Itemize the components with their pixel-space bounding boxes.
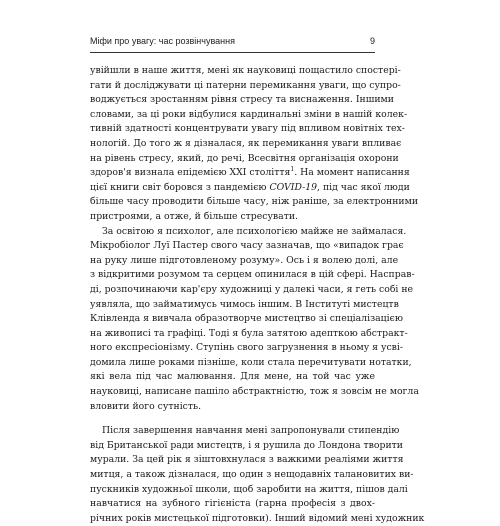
text-line (90, 166, 410, 181)
running-head (90, 36, 375, 46)
text-line: вловити його сутність. (90, 400, 202, 412)
text-line: Мікробіолог Луї Пастер свого часу зазначав, що «випадок грає (90, 240, 404, 252)
text-line: які вела під час малювання. Для мене, на той час уже (90, 371, 375, 383)
running-head-title: Міфи про увагу: час розвінчування (90, 36, 235, 46)
text-line: словами, за ці роки відбулися кардинальні зміни в нашій колек- (90, 108, 408, 120)
text-line: на живописі та графіці. Тоді я була затятою адепткою абстракт- (90, 327, 408, 339)
text-line: домила лише роками пізніше, коли стала перечитувати нотатки, (90, 356, 412, 368)
page-number: 9 (369, 36, 375, 46)
text-line: ді, розпочинаючи кар'єру художниці у далекі часи, я геть собі не (90, 283, 414, 295)
text-line: більше часу проводити більше часу, ніж раніше, за електронними (90, 196, 419, 208)
footnote-marker: 1 (290, 166, 295, 174)
text-line: Клівленда я вивчала образотворче мистецтво зі спеціалізацією (90, 313, 403, 325)
text-line: на руку лише підготовленому розуму». Ось і я волею долі, але (90, 254, 399, 266)
text-fragment: . На момент написання (294, 167, 410, 179)
header-rule (90, 52, 375, 53)
text-line: мурали. За цей рік я зіштовхнулася з важкими реаліями життя (90, 454, 404, 466)
text-line: увійшли в наше життя, мені як науковиці пощастило спостері- (90, 65, 401, 76)
text-line: Після завершення навчання мені запропонували стипендію (102, 425, 400, 437)
text-line: тивній здатності концентрувати увагу під впливом новітніх тех- (90, 123, 405, 135)
text-fragment: цієї книги світ боровся з пандемією (90, 181, 270, 193)
text-fragment: , під час якої люди (317, 181, 410, 193)
text-line: науковиці, написане пашіло абстрактністю, тож я зовсім не могла (90, 386, 419, 398)
text-line: від Британської ради мистецтв, і я рушила до Лондона творити (90, 439, 403, 451)
text-line: на рівень стресу, який, до речі, Всесвітня організація охорони (90, 152, 399, 164)
text-line: уявляла, що займатимусь чимось іншим. В Інституті мистецтв (90, 298, 399, 310)
text-line: з відкритими розумом та серцем опинилася в цій сфері. Насправ- (90, 269, 415, 281)
text-line: ного експресіонізму. Ступінь свого загрузнення в ньому я усві- (90, 342, 404, 354)
text-line: пускників художньої школи, щоб заробити на життя, пішов далі (90, 483, 408, 495)
text-line: митця, а також дізналася, що один з нещодавніх талановитих ви- (90, 469, 414, 481)
italic-term: COVID-19 (269, 181, 318, 193)
text-line: За освітою я психолог, але психологією майже не займалася. (102, 225, 407, 237)
text-line (90, 181, 410, 196)
text-line: річних років мистецької підготовки). Інший відомий мені художник (90, 512, 425, 524)
text-line: воджується зростанням рівня стресу та виснаження. Іншими (90, 94, 394, 106)
body-text (90, 64, 425, 526)
text-fragment: здоров'я визнала епідемією XXI століття (90, 167, 291, 179)
text-line: гати й досліджувати ці патерни перемикання уваги, що супро- (90, 79, 401, 91)
text-line: нологій. До того ж я дізналася, як перемикання уваги впливає (90, 137, 402, 149)
text-line: навчатися на зубного гігієніста (гарна професія з двох- (90, 498, 375, 510)
text-line: пристроями, а отже, й більше стресувати. (90, 210, 298, 222)
paragraph-gap (90, 414, 375, 424)
